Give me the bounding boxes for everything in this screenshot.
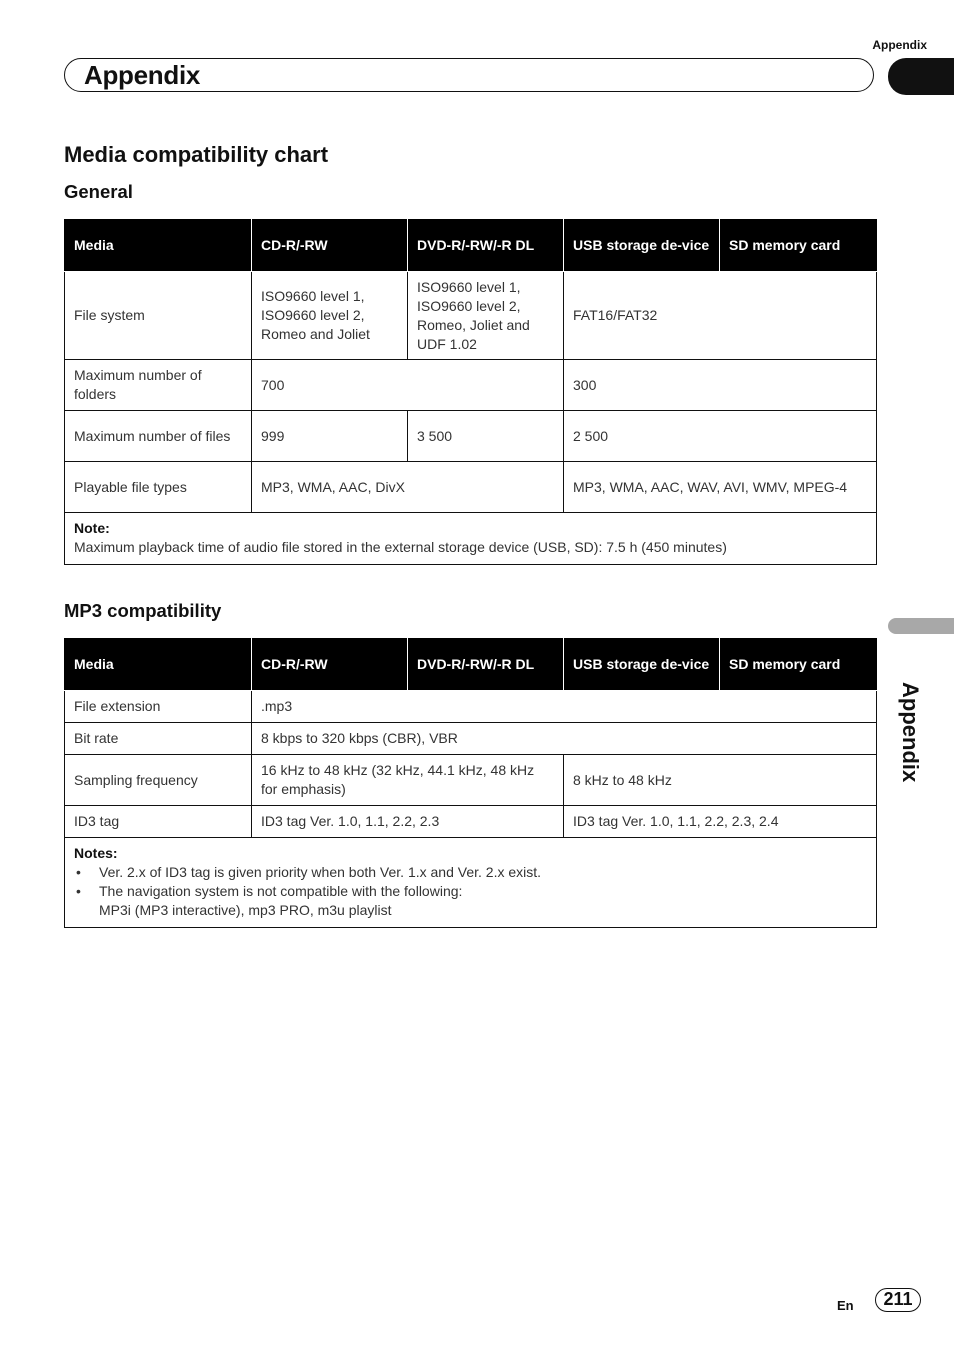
cell: 8 kHz to 48 kHz [564,755,877,806]
cell: ISO9660 level 1, ISO9660 level 2, Romeo, Joliet and UDF 1.02 [408,272,564,360]
row-label: Maximum number of files [65,411,252,462]
row-label: File extension [65,691,252,723]
row-label: Sampling frequency [65,755,252,806]
list-item [74,882,867,920]
row-label: ID3 tag [65,806,252,838]
cell: 3 500 [408,411,564,462]
page-number: 211 [875,1288,921,1312]
cell: ISO9660 level 1, ISO9660 level 2, Romeo and Joliet [252,272,408,360]
row-label: Bit rate [65,723,252,755]
chapter-tab-black [888,58,954,95]
cell: 300 [564,360,877,411]
general-heading: General [64,181,133,202]
footer-language: En [837,1298,854,1313]
cell: 2 500 [564,411,877,462]
table-row [65,723,877,755]
col-header-cd: CD-R/-RW [252,639,408,691]
chapter-title: Appendix [84,60,201,90]
general-table [64,219,877,565]
cell: ID3 tag Ver. 1.0, 1.1, 2.2, 2.3, 2.4 [564,806,877,838]
side-tab-label: Appendix [898,682,923,783]
table-row [65,272,877,360]
cell: 999 [252,411,408,462]
table-row [65,462,877,513]
note-text: Maximum playback time of audio file stored in the external storage device (USB, SD): 7.5 h (450 minutes) [74,539,727,555]
cell: .mp3 [252,691,877,723]
cell: 8 kbps to 320 kbps (CBR), VBR [252,723,877,755]
chapter-title-box [64,58,874,92]
chapter-tab-grey [888,618,954,634]
list-item: • Ver. 2.x of ID3 tag is given priority when both Ver. 1.x and Ver. 2.x exist. [74,863,867,882]
col-header-usb: USB storage de-vice [564,639,720,691]
row-label: File system [65,272,252,360]
table-row [65,806,877,838]
notes-row [65,838,877,928]
notes-label: Notes: [74,845,118,861]
note-cell [65,513,877,565]
cell: 16 kHz to 48 kHz (32 kHz, 44.1 kHz, 48 kHz for emphasis) [252,755,564,806]
cell: FAT16/FAT32 [564,272,877,360]
cell: ID3 tag Ver. 1.0, 1.1, 2.2, 2.3 [252,806,564,838]
table-row [65,755,877,806]
col-header-sd: SD memory card [720,220,877,272]
mp3-heading: MP3 compatibility [64,600,222,621]
notes-cell [65,838,877,928]
col-header-sd: SD memory card [720,639,877,691]
note-label: Note: [74,520,110,536]
note-line: MP3i (MP3 interactive), mp3 PRO, m3u playlist [99,902,392,918]
table-row [65,691,877,723]
general-header-row [65,220,877,272]
cell: MP3, WMA, AAC, WAV, AVI, WMV, MPEG-4 [564,462,877,513]
cell: MP3, WMA, AAC, DivX [252,462,564,513]
table-row [65,360,877,411]
col-header-media: Media [65,639,252,691]
running-head: Appendix [872,38,927,52]
col-header-usb: USB storage de-vice [564,220,720,272]
table-row [65,411,877,462]
row-label: Playable file types [65,462,252,513]
col-header-dvd: DVD-R/-RW/-R DL [408,639,564,691]
col-header-dvd: DVD-R/-RW/-R DL [408,220,564,272]
note-row [65,513,877,565]
mp3-table [64,638,877,928]
mp3-header-row [65,639,877,691]
cell: 700 [252,360,564,411]
section-title: Media compatibility chart [64,142,329,167]
col-header-media: Media [65,220,252,272]
col-header-cd: CD-R/-RW [252,220,408,272]
note-line: The navigation system is not compatible with the following: [99,883,463,899]
row-label: Maximum number of folders [65,360,252,411]
notes-list [74,863,867,920]
